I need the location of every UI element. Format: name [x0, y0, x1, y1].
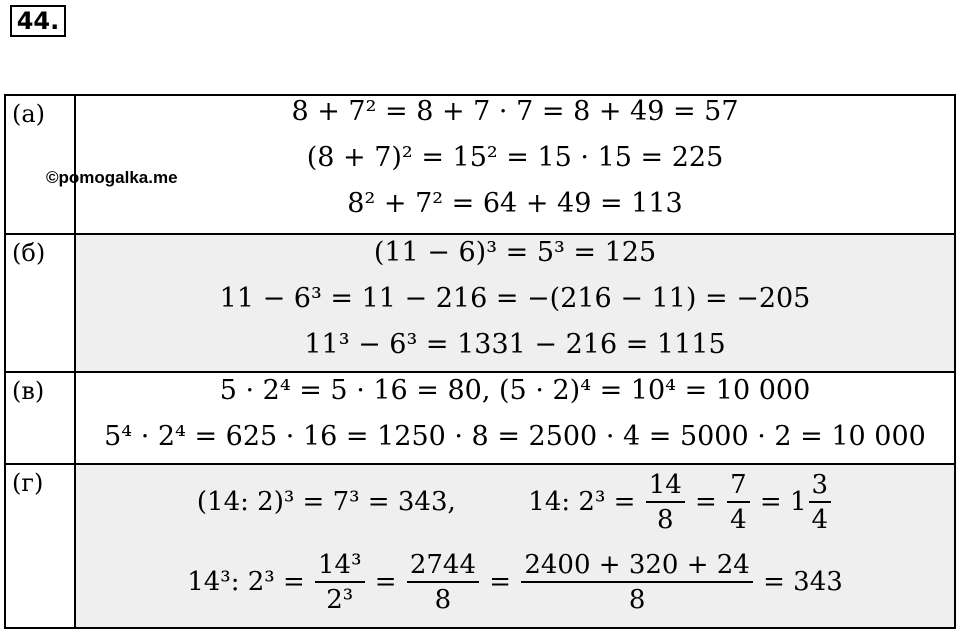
equation-line: 14³: 2³ = $\frac{\text{14³}}{\text{2³}}$ = $\frac{2744}{8}$ = $\frac{2400 + 320 + 24}{8}$ = 343 [187, 550, 843, 615]
row-content [76, 373, 954, 463]
fraction: $\frac{2400 + 320 + 24}{8}$ [521, 549, 753, 617]
watermark: ©pomogalka.me [46, 168, 178, 187]
problem-number: 44. [10, 5, 66, 37]
row-label: (г) [6, 465, 76, 627]
row-a [6, 96, 954, 233]
fraction: $\frac{2744}{8}$ [407, 549, 479, 617]
expression: 14³: 2³ = [187, 567, 305, 597]
fraction: $\frac{14}{8}$ [646, 469, 685, 537]
equation-line: (8 + 7)² = 15² = 15 · 15 = 225 [306, 142, 724, 173]
equation-line: (11 − 6)³ = 5³ = 125 [373, 237, 657, 268]
equation-line: 8² + 7² = 64 + 49 = 113 [347, 188, 683, 219]
row-label: (в) [6, 373, 76, 463]
result: = 343 [763, 567, 843, 597]
row-content [76, 96, 954, 233]
row-label: (а) [6, 96, 76, 233]
mixed-number: 1 $\frac{3}{4}$ [790, 469, 833, 537]
fraction: $\frac{7}{4}$ [727, 469, 750, 537]
expression: 14: 2³ = [528, 487, 636, 517]
expression: (14: 2)³ = 7³ = 343, [196, 487, 456, 517]
equation-line: 11³ − 6³ = 1331 − 216 = 1115 [304, 329, 726, 360]
row-b [6, 233, 954, 371]
equation-line: (14: 2)³ = 7³ = 343, 14: 2³ = $\frac{14}{8}$ = $\frac{7}{4}$ = 1 $\frac{3}{4}$ [76, 469, 954, 537]
equation-line: 11 − 6³ = 11 − 216 = −(216 − 11) = −205 [219, 283, 811, 314]
fraction: $\frac{3}{4}$ [809, 469, 832, 537]
equation-line: 8 + 7² = 8 + 7 · 7 = 8 + 49 = 57 [291, 96, 739, 127]
row-label: (б) [6, 235, 76, 371]
equation-line: 5⁴ · 2⁴ = 625 · 16 = 1250 · 8 = 2500 · 4 = 5000 · 2 = 10 000 [104, 421, 926, 452]
row-content [76, 235, 954, 371]
fraction: $\frac{\text{14³}}{\text{2³}}$ [315, 549, 365, 617]
row-g [6, 463, 954, 627]
row-v [6, 371, 954, 463]
equation-line: 5 · 2⁴ = 5 · 16 = 80, (5 · 2)⁴ = 10⁴ = 10 000 [219, 375, 811, 406]
row-content [76, 465, 954, 627]
